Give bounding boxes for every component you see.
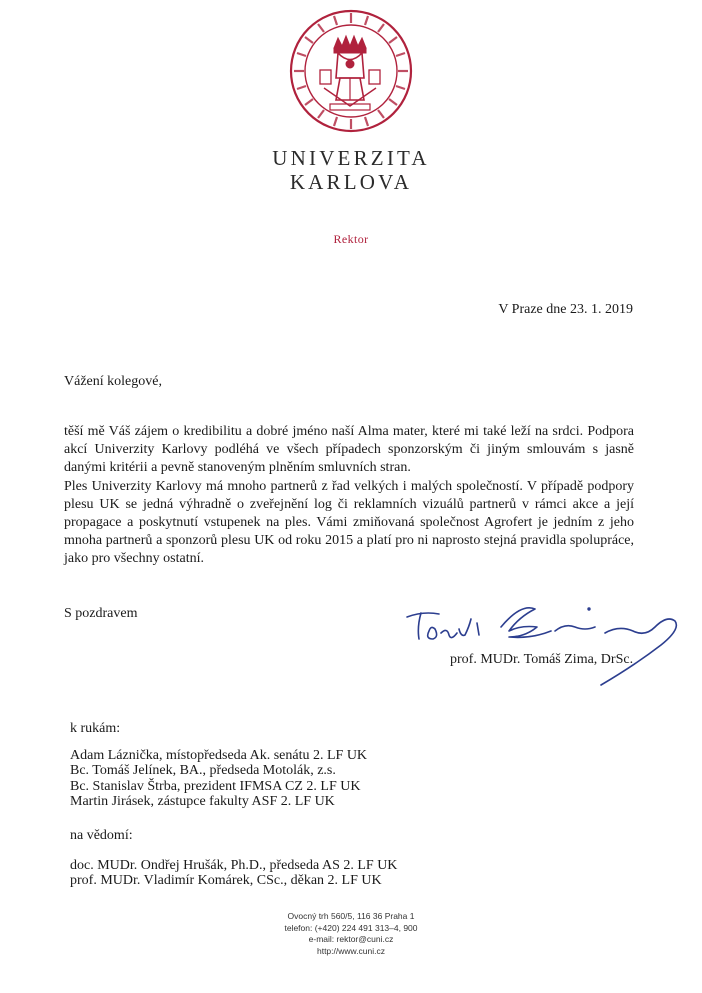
university-seal-logo [288,8,414,134]
copy-recipient-item: prof. MUDr. Vladimír Komárek, CSc., děkan 2. LF UK [70,873,382,889]
footer-contact [220,911,482,957]
footer-phone: telefon: (+420) 224 491 313–4, 900 [284,922,418,933]
recipients-label: k rukám: [70,721,121,736]
copies-list [70,858,397,889]
office-label: Rektor [333,232,369,246]
recipient-item: Martin Jirásek, zástupce fakulty ASF 2. LF UK [70,794,335,810]
footer-email: e-mail: rektor@cuni.cz [308,934,394,945]
handwritten-signature [405,597,690,687]
footer-web: http://www.cuni.cz [316,945,386,956]
footer-address: Ovocný trh 560/5, 116 36 Praha 1 [287,911,415,921]
body-paragraph-1: těší mě Váš zájem o kredibilitu a dobré jméno naší Alma mater, které mi také leží na srdci. Podpora akcí Univerzity Karlovy podléhá ve všech případech sponzorským či jiným smlouvám s jasně danými kritérii a pevně stanoveným plněním smluvních stran. [64,424,634,475]
signer-name: prof. MUDr. Tomáš Zima, DrSc. [450,652,634,667]
recipient-item: Adam Láznička, místopředseda Ak. senátu 2. LF UK [70,748,368,763]
copies-label: na vědomí: [70,828,133,843]
recipients-list [70,748,367,810]
salutation: Vážení kolegové, [64,374,162,389]
place-and-date: V Praze dne 23. 1. 2019 [498,302,633,317]
recipient-item: Bc. Stanislav Štrba, prezident IFMSA CZ 2. LF UK [70,778,361,794]
university-name-line1: UNIVERZITA [272,146,430,170]
university-name-line2: KARLOVA [289,170,413,194]
closing-greeting: S pozdravem [64,606,138,621]
copy-recipient-item: doc. MUDr. Ondřej Hrušák, Ph.D., předseda AS 2. LF UK [70,858,398,873]
body-paragraph-2: Ples Univerzity Karlovy má mnoho partnerů z řad velkých i malých společností. V případě podpory plesu UK se jedná výhradně o zveřejnění log či reklamních vizuálů partnerů v rámci akce a její propagace a poskytnutí vstupenek na ples. Vámi zmiňovaná společnost Agrofert je jedním z jeho mnoha partnerů a sponzorů plesu UK od roku 2015 a platí pro ni naprosto stejná pravidla spolupráce, jako pro všechny ostatní. [64,479,634,566]
recipient-item: Bc. Tomáš Jelínek, BA., předseda Motolák, z.s. [70,763,336,779]
